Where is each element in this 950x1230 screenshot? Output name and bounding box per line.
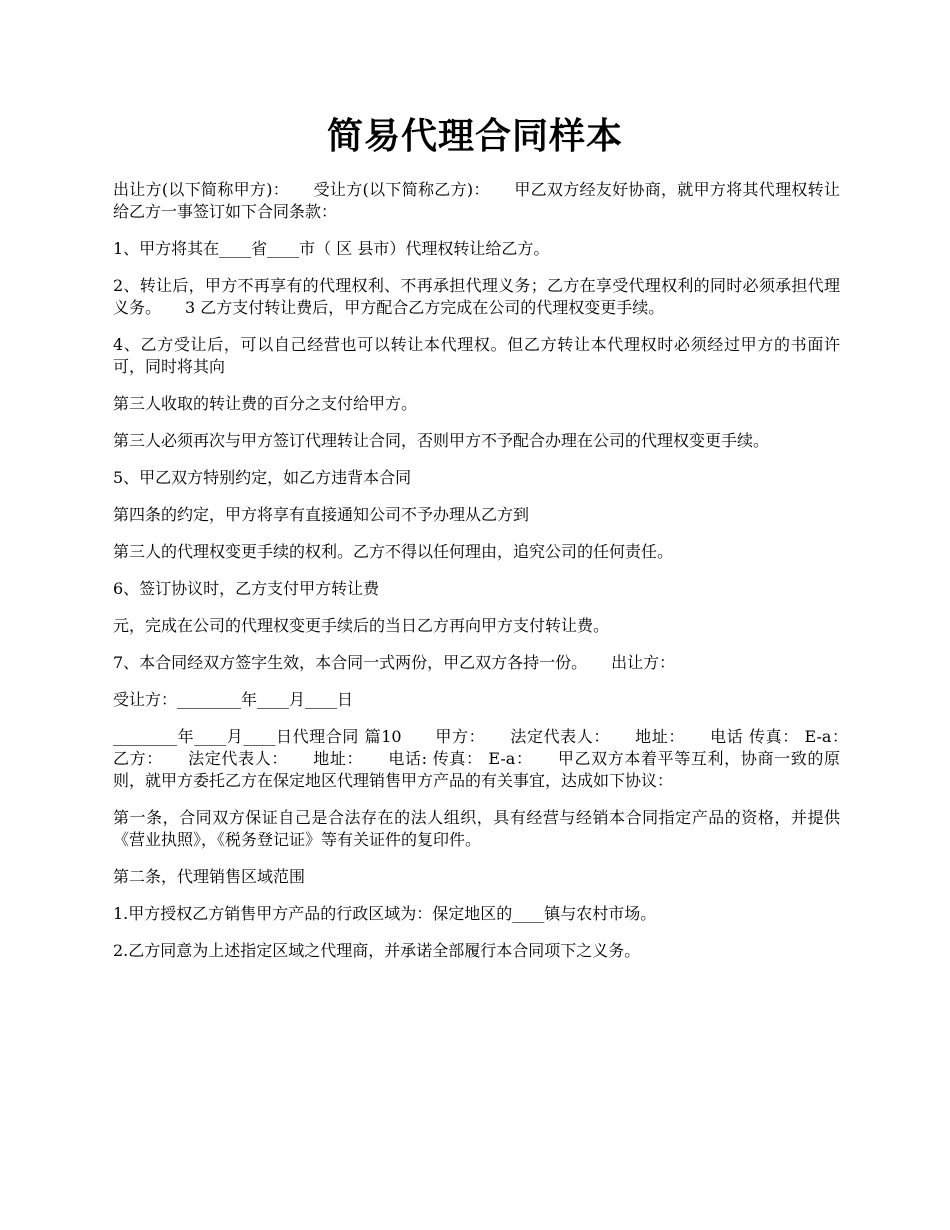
paragraph-clause-1: 1、甲方将其在____省____市（ 区 县市）代理权转让给乙方。	[113, 239, 550, 258]
paragraph-clause-6: 6、签订协议时，乙方支付甲方转让费	[113, 579, 380, 598]
paragraph-third-party-fee: 第三人收取的转让费的百分之支付给甲方。	[113, 394, 418, 413]
paragraph-third-party-contract: 第三人必须再次与甲方签订代理转让合同，否则甲方不予配合办理在公司的代理权变更手续。	[113, 431, 770, 450]
paragraph-assignee-date: 受让方：________年____月____日	[113, 690, 354, 709]
paragraph-article-1: 第一条，合同双方保证自己是合法存在的法人组织，具有经营与经销本合同指定产品的资格，并提供《营业执照》，《税务登记证》等有关证件的复印件。	[113, 808, 840, 849]
paragraph-clause-7: 7、本合同经双方签字生效，本合同一式两份，甲乙双方各持一份。 出让方：	[113, 653, 676, 672]
document-body	[113, 179, 873, 977]
paragraph-contract-10-header: ________年____月____日代理合同 篇10 甲方： 法定代表人： 地址： 电话 传真： E-a： 乙方： 法定代表人： 地址： 电话: 传真： E-a： 甲乙双方本着平等互利，协商一致的原则，就甲方委托乙方在保定地区代理销售甲方产品的有关事宜，达成如下协议：	[113, 727, 873, 790]
paragraph-clause-4: 4、乙方受让后，可以自己经营也可以转让本代理权。但乙方转让本代理权时必须经过甲方的书面许可，同时将其向	[113, 335, 840, 376]
document-title: 简易代理合同样本	[326, 115, 623, 157]
paragraph-article-4-agreement: 第四条的约定，甲方将享有直接通知公司不予办理从乙方到	[113, 505, 530, 524]
paragraph-clause-5: 5、甲乙双方特别约定，如乙方违背本合同	[113, 468, 412, 487]
paragraph-clause-2-3: 2、转让后，甲方不再享有的代理权利、不再承担代理义务；乙方在享受代理权利的同时必须承担代理义务。 3 乙方支付转让费后，甲方配合乙方完成在公司的代理权变更手续。	[113, 276, 840, 317]
paragraph-article-2: 第二条，代理销售区域范围	[113, 867, 306, 886]
paragraph-third-party-rights: 第三人的代理权变更手续的权利。乙方不得以任何理由，追究公司的任何责任。	[113, 542, 674, 561]
paragraph-parties-intro: 出让方(以下简称甲方)： 受让方(以下简称乙方)： 甲乙双方经友好协商，就甲方将其代理权转让给乙方一事签订如下合同条款：	[113, 180, 840, 221]
paragraph-payment: 元，完成在公司的代理权变更手续后的当日乙方再向甲方支付转让费。	[113, 616, 610, 635]
paragraph-article-2-item-1: 1.甲方授权乙方销售甲方产品的行政区域为：保定地区的____镇与农村市场。	[113, 904, 657, 923]
paragraph-article-2-item-2: 2.乙方同意为上述指定区域之代理商，并承诺全部履行本合同项下之义务。	[113, 941, 641, 960]
